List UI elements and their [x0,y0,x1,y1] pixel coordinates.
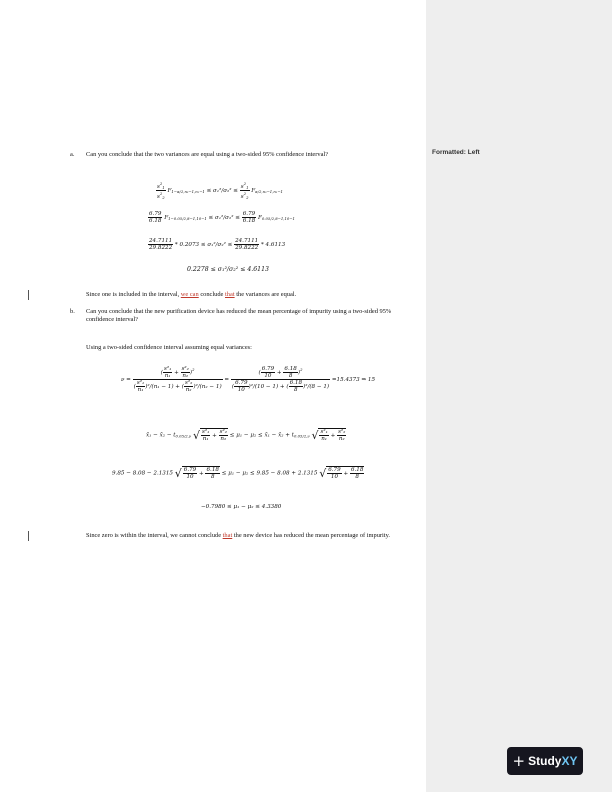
part-a-conclusion: Since one is included in the interval, we can conclude that the variances are equal. [86,291,297,298]
equation-degrees-of-freedom: ν = ( $\frac{\text{s²₁}}{\text{n₁}}$ + $\frac{\text{s²₂}}{\text{n₂}}$ )$^2$ ( $\frac{\text{s²₁}}{\text{n₁}}$ )²/(n₁ − 1) + ( $\frac{\text{s²₂}}{\text{n₂}}$ )²/(n₂ − 1) = ( $\frac{6.79}{10}$ + $\frac{6.18}{8}$ )$^2$ ( $\frac{6.79}{10}$ )²/(10 − 1) + ( $\frac{6.18}{8}$ )²/(8 − 1) =15.4373 ⇒ 15 [121,366,376,393]
part-a-marker: a. [70,151,75,158]
part-b-marker: b. [70,308,75,315]
change-bar [28,290,29,300]
equation-variance-ratio-substituted: $\frac{6.79}{6.18}$ $F_{1-0.05/2,8-1,10-1} \le \sigma_1^2/\sigma_2^2$ ≤ $\frac{6.79}{6.18}$ $F_{0.05/2,8-1,10-1}$ [149,211,295,224]
equation-mean-difference-ci-numeric: 9.85 − 8.08 − 2.1315 √ $\frac{6.79}{10}$ + $\frac{6.18}{8}$ ≤ μ₁ − μ₂ ≤ 9.85 − 8.08 + 2.1315 √ $\frac{6.79}{10}$ + $\frac{6.18}{8}$ [112,466,364,480]
tracked-insertion: that [222,532,233,539]
equation-variance-ratio-formula: $\frac{s^2_1}{s^2_2}$ $F_{1-\alpha/2,n_2-1,n_1-1} \le \sigma_1^2/\sigma_2^2$ ≤ $\frac{s^2_1}{s^2_2}$ $F_{\alpha/2,n_2-1,n_1-1}$ [157,181,283,200]
part-a-question: Can you conclude that the two variances are equal using a two-sided 95% confidence interval? [86,151,329,158]
tracked-insertion: that [225,291,235,298]
tracked-insertion: we can [180,291,199,298]
plus-icon: + [512,752,526,770]
comment-pane [426,0,612,792]
equation-variance-ratio-result: 0.2278 ≤ σ₁²/σ₂² ≤ 4.6113 [187,266,269,273]
formatting-comment[interactable]: Formatted: Left [432,149,480,156]
equation-variance-ratio-numeric: $\frac{24.7111}{29.8222}$ * 0.2073 ≤ σ₁²/σ₂² ≤ $\frac{24.7111}{29.8222}$ * 4.6113 [149,238,286,251]
studyxy-logo: + Study XY [507,747,583,775]
equation-mean-difference-result: −0.7980 ≤ μ₁ − μ₂ ≤ 4.3380 [201,504,282,510]
part-b-intro: Using a two-sided confidence interval assuming equal variances: [86,344,252,351]
part-b-question: Can you conclude that the new purification device has reduced the mean percentage of impurity using a two-sided 95% confidence interval? [86,308,392,323]
change-bar [28,531,29,541]
part-b-conclusion: Since zero is within the interval, we cannot conclude that the new device has reduced the mean percentage of impurity. [86,532,390,539]
equation-mean-difference-ci-formula: x̄₁ − x̄₂ − $t_{0.05/2,\nu}$ √ $\frac{\text{s²₁}}{\text{n₁}}$ + $\frac{\text{s²₂}}{\text{n₂}}$ ≤ μ₁ − μ₂ ≤ x̄₁ − x̄₂ + $t_{0.05/2,\nu}$ √ $\frac{\text{s²₁}}{\text{n₁}}$ + $\frac{\text{s²₂}}{\text{n₂}}$ [146,428,346,442]
